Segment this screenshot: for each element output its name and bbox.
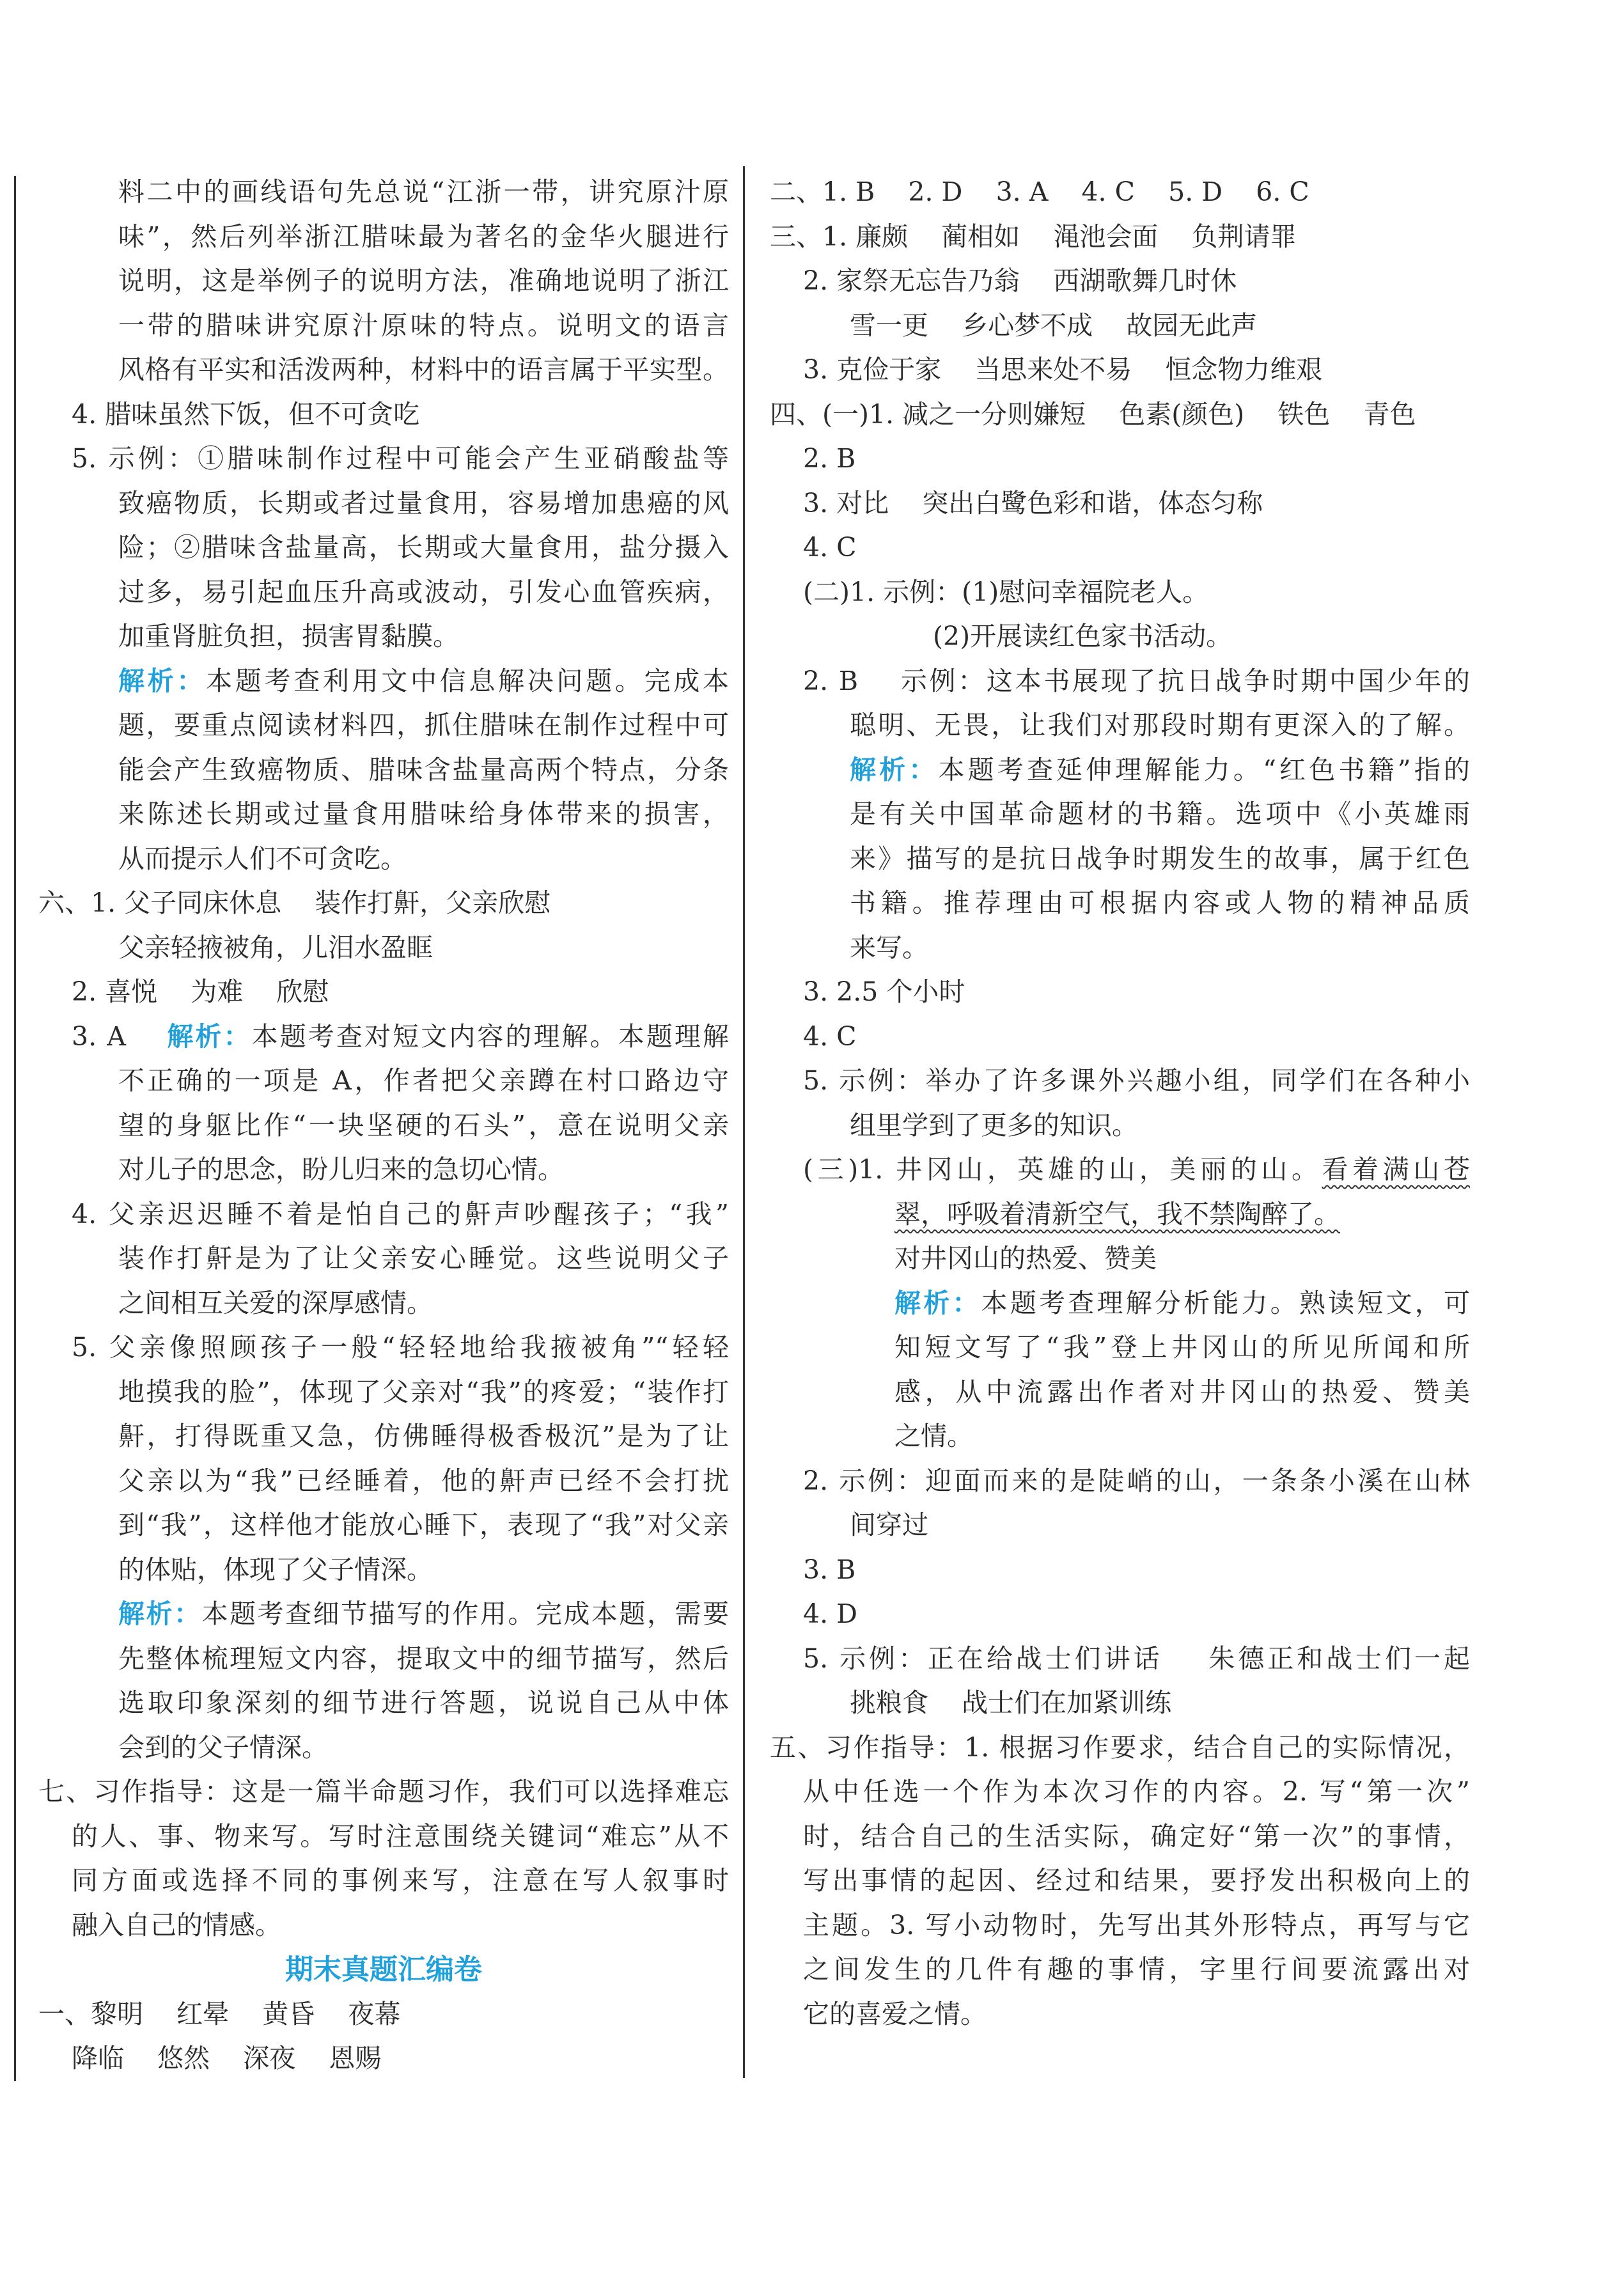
answer-line: 会到的父子情深。 (118, 1731, 328, 1763)
answer-line: 它的喜爱之情。 (803, 1998, 987, 2029)
analysis-tag: 解析： (167, 1020, 252, 1052)
answer-line: 2. 家祭无忘告乃翁 西湖歌舞几时休 (803, 265, 1237, 296)
answer-line: 一带的腊味讲究原汁原味的特点。说明文的语言 (118, 309, 729, 341)
answer-line: 之间发生的几件有趣的事情，字里行间要流露出对 (803, 1954, 1470, 1985)
answer-line: 从中任选一个作为本次习作的内容。2. 写“第一次” (803, 1776, 1470, 1807)
answer-line: 4. C (803, 1020, 857, 1052)
answer-line: 从而提示人们不可贪吃。 (118, 843, 407, 874)
answer-line: 四、(一)1. 减之一分则嫌短 色素(颜色) 铁色 青色 (770, 398, 1416, 430)
answer-line: 是有关中国革命题材的书籍。选项中《小英雄雨 (850, 799, 1470, 829)
answer-line: 融入自己的情感。 (72, 1909, 281, 1941)
answer-line: 4. 腊味虽然下饭，但不可贪吃 (72, 398, 420, 430)
answer-line: 装作打鼾是为了让父亲安心睡觉。这些说明父子 (118, 1243, 729, 1274)
answer-line: 二、1. B 2. D 3. A 4. C 5. D 6. C (770, 176, 1309, 207)
answer-line: 5. 示例：①腊味制作过程中可能会产生亚硝酸盐等 (72, 443, 729, 474)
answer-line: 对井冈山的热爱、赞美 (894, 1243, 1157, 1274)
answer-line: 5. 示例：举办了许多课外兴趣小组，同学们在各种小 (803, 1065, 1470, 1096)
answer-line: 风格有平实和活泼两种，材料中的语言属于平实型。 (118, 354, 729, 385)
answer-line: 过多，易引起血压升高或波动，引发心血管疾病， (118, 576, 729, 607)
answer-line: 料二中的画线语句先总说“江浙一带，讲究原汁原 (118, 176, 729, 207)
answer-line: 加重肾脏负担，损害胃黏膜。 (118, 621, 459, 652)
left-column (38, 170, 729, 2081)
answer-line: 主题。3. 写小动物时，先写出其外形特点，再写与它 (803, 1909, 1470, 1941)
left-margin-rule (14, 176, 16, 2081)
answer-line: 4. 父亲迟迟睡不着是怕自己的鼾声吵醒孩子；“我” (72, 1198, 729, 1230)
answer-line: 4. C (803, 532, 857, 563)
answer-line: 题，要重点阅读材料四，抓住腊味在制作过程中可 (118, 710, 729, 740)
right-column (770, 170, 1470, 2036)
answer-line: 味”，然后列举浙江腊味最为著名的金华火腿进行 (118, 221, 729, 252)
answer-line: 挑粮食 战士们在加紧训练 (850, 1687, 1172, 1718)
answer-line: 降临 悠然 深夜 恩赐 (72, 2043, 382, 2074)
answer-line: 来》描写的是抗日战争时期发生的故事，属于红色 (850, 843, 1470, 874)
answer-line: 先整体梳理短文内容，提取文中的细节描写，然后 (118, 1643, 729, 1674)
answer-line: 之情。 (894, 1421, 973, 1451)
answer-line: 2. B 示例：这本书展现了抗日战争时期中国少年的 (803, 665, 1470, 696)
answer-line: 一、黎明 红晕 黄昏 夜幕 (38, 1998, 401, 2029)
answer-line: 2. B (803, 443, 856, 474)
answer-line: 能会产生致癌物质、腊味含盐量高两个特点，分条 (118, 754, 729, 785)
answer-line: 书籍。推荐理由可根据内容或人物的精神品质 (850, 887, 1470, 918)
answer-line: 六、1. 父子同床休息 装作打鼾，父亲欣慰 (38, 887, 551, 918)
answer-line: 3. 克俭于家 当思来处不易 恒念物力维艰 (803, 354, 1323, 385)
answer-line: 组里学到了更多的知识。 (850, 1109, 1138, 1141)
answer-line (770, 1192, 1470, 1237)
analysis-tag: 解析： (118, 665, 207, 696)
answer-line: 的人、事、物来写。写时注意围绕关键词“难忘”从不 (72, 1820, 729, 1852)
answer-line: 时，结合自己的生活实际，确定好“第一次”的事情， (803, 1820, 1470, 1852)
answer-line: 3. 2.5 个小时 (803, 976, 965, 1007)
answer-line: 雪一更 乡心梦不成 故园无此声 (850, 309, 1258, 341)
answer-line: 4. D (803, 1598, 858, 1629)
answer-line: 3. B (803, 1554, 856, 1585)
wavy-underlined-text: 翠，呼吸着清新空气，我不禁陶醉了。 (894, 1198, 1340, 1230)
answer-line: 不正确的一项是 A，作者把父亲蹲在村口路边守 (118, 1065, 729, 1096)
answer-line: 对儿子的思念，盼儿归来的急切心情。 (118, 1154, 564, 1185)
answer-line: 选取印象深刻的细节进行答题，说说自己从中体 (118, 1687, 729, 1718)
answer-line: 到“我”，这样他才能放心睡下，表现了“我”对父亲 (118, 1510, 729, 1540)
answer-line: 五、习作指导：1. 根据习作要求，结合自己的实际情况， (770, 1731, 1470, 1763)
answer-line: (2)开展读红色家书活动。 (933, 621, 1233, 652)
answer-line: 来陈述长期或过量食用腊味给身体带来的损害， (118, 799, 729, 829)
answer-line: 2. 喜悦 为难 欣慰 (72, 976, 329, 1007)
answer-line: (三)1. 井冈山，英雄的山，美丽的山。看着满山苍 (803, 1154, 1471, 1185)
answer-line: 七、习作指导：这是一篇半命题习作，我们可以选择难忘 (38, 1776, 729, 1807)
answer-line: 间穿过 (850, 1510, 928, 1540)
answer-line: 父亲以为“我”已经睡着，他的鼾声已经不会打扰 (118, 1465, 729, 1496)
answer-line: 3. 对比 突出白鹭色彩和谐，体态匀称 (803, 487, 1263, 519)
wavy-underlined-text: 看着满山苍 (1322, 1154, 1471, 1185)
answer-line: 说明，这是举例子的说明方法，准确地说明了浙江 (118, 265, 729, 296)
column-divider (743, 166, 745, 2078)
answer-line: 解析：本题考查利用文中信息解决问题。完成本 (118, 665, 730, 696)
answer-line: 解析：本题考查延伸理解能力。“红色书籍”指的 (850, 754, 1471, 785)
analysis-tag: 解析： (118, 1598, 202, 1629)
answer-line: 感，从中流露出作者对井冈山的热爱、赞美 (894, 1376, 1470, 1407)
answer-line: 之间相互关爱的深厚感情。 (118, 1287, 433, 1318)
answer-line: 致癌物质，长期或者过量食用，容易增加患癌的风 (118, 487, 729, 519)
answer-line: 3. A 解析：本题考查对短文内容的理解。本题理解 (72, 1020, 730, 1052)
answer-line: 来写。 (850, 932, 928, 963)
answer-line: 鼾，打得既重又急，仿佛睡得极香极沉”是为了让 (118, 1421, 729, 1451)
answer-line: 地摸我的脸”，体现了父亲对“我”的疼爱；“装作打 (118, 1376, 729, 1407)
answer-line: 知短文写了“我”登上井冈山的所见所闻和所 (894, 1332, 1470, 1363)
analysis-tag: 解析： (894, 1287, 981, 1318)
answer-line: 望的身躯比作“一块坚硬的石头”，意在说明父亲 (118, 1109, 729, 1141)
answer-line: 5. 示例：正在给战士们讲话 朱德正和战士们一起 (803, 1643, 1470, 1674)
answer-line: 同方面或选择不同的事例来写，注意在写人叙事时 (72, 1865, 729, 1896)
answer-line: 2. 示例：迎面而来的是陡峭的山，一条条小溪在山林 (803, 1465, 1470, 1496)
answer-line: (二)1. 示例：(1)慰问幸福院老人。 (803, 576, 1209, 607)
answer-line: 聪明、无畏，让我们对那段时期有更深入的了解。 (850, 710, 1470, 740)
answer-line: 写出事情的起因、经过和结果，要抒发出积极向上的 (803, 1865, 1470, 1896)
answer-line: 解析：本题考查细节描写的作用。完成本题，需要 (118, 1598, 730, 1629)
answer-line: 的体贴，体现了父子情深。 (118, 1554, 433, 1585)
answer-line: 父亲轻掖被角，儿泪水盈眶 (118, 932, 433, 963)
section-title: 期末真题汇编卷 (285, 1953, 482, 1986)
analysis-tag: 解析： (850, 754, 939, 785)
answer-line: 5. 父亲像照顾孩子一般“轻轻地给我掖被角”“轻轻 (72, 1332, 729, 1363)
answer-line: 三、1. 廉颇 蔺相如 渑池会面 负荆请罪 (770, 221, 1297, 252)
answer-line: 险；②腊味含盐量高，长期或大量食用，盐分摄入 (118, 532, 729, 563)
answer-line: 解析：本题考查理解分析能力。熟读短文，可 (894, 1287, 1471, 1318)
